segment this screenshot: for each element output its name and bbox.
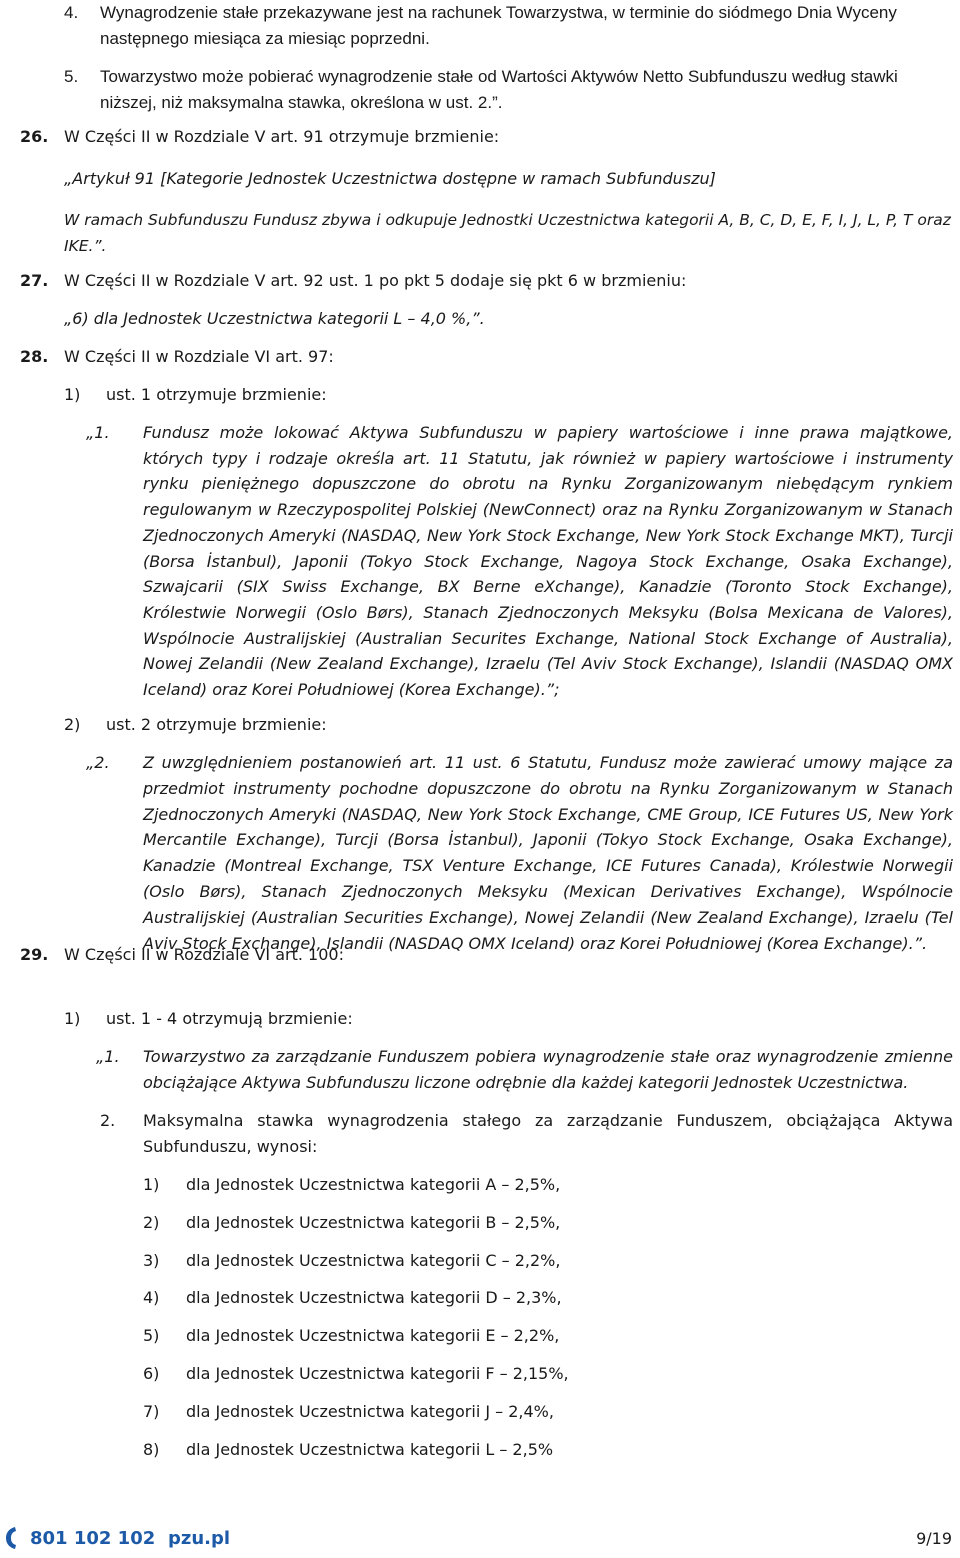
rate-number: 5) [143,1326,160,1345]
quoted-item: „6) dla Jednostek Uczestnictwa kategorii L – 4,0 %,”. [64,309,485,328]
rate-text: dla Jednostek Uczestnictwa kategorii C – 2,2%, [186,1251,561,1270]
quoted-number: „1. [96,1047,120,1066]
website-link[interactable]: pzu.pl [168,1528,231,1549]
rate-number: 4) [143,1288,160,1307]
section-heading: W Części II w Rozdziale V art. 91 otrzymuje brzmienie: [64,127,500,146]
rate-number: 6) [143,1364,160,1383]
section-number: 26. [20,127,49,146]
rate-number: 3) [143,1251,160,1270]
section-number: 29. [20,945,49,964]
phone-number[interactable]: 801 102 102 [30,1528,156,1549]
quoted-number: „2. [86,753,110,772]
rate-number: 7) [143,1402,160,1421]
quoted-paragraph: Fundusz może lokować Aktywa Subfunduszu w papiery wartościowe i inne prawa majątkowe, których typy i rodzaje określa art. 11 Statutu, jak również w papiery wartościowe i instrumenty rynku pieniężnego dopuszczone do obrotu na Rynku Zorganizowanym niebędącym rynkiem regulowanym w Rzeczypospolitej Polskiej (NewConnect) oraz na Rynku Zorganizowanym w Stanach Zjednoczonych Ameryki (NASDAQ, New York Stock Exchange, New York Stock Exchange MKT), Turcji (Borsa İstanbul), Japonii (Tokyo Stock Exchange, Nagoya Stock Exchange, Osaka Exchange), Szwajcarii (SIX Swiss Exchange, BX Berne eXchange), Kanadzie (Toronto Stock Exchange), Królestwie Norwegii (Oslo Børs), Stanach Zjednoczonych Meksyku (Bolsa Mexicana de Valores), Wspólnocie Australijskiej (Australian Securites Exchange, National Stock Exchange of Australia), Nowej Zelandii (New Zealand Exchange), Izraelu (Tel Aviv Stock Exchange), Islandii (NASDAQ OMX Iceland) oraz Korei Południowej (Korea Exchange).”; [143,423,953,700]
section-heading: W Części II w Rozdziale V art. 92 ust. 1 po pkt 5 dodaje się pkt 6 w brzmieniu: [64,271,687,290]
quoted-number: „1. [86,423,110,442]
item-text: Wynagrodzenie stałe przekazywane jest na rachunek Towarzystwa, w terminie do siódmego Dnia Wyceny następnego miesiąca za miesiąc poprzedni. [100,3,897,48]
article-body: W ramach Subfunduszu Fundusz zbywa i odkupuje Jednostki Uczestnictwa kategorii A, B, C, D, E, F, I, J, L, P, T oraz IKE.”. [64,211,951,255]
subpoint-number: 1) [64,1009,81,1028]
page-number: 9/19 [916,1529,952,1548]
rate-text: dla Jednostek Uczestnictwa kategorii F – 2,15%, [186,1364,569,1383]
item-number: 5. [64,67,79,86]
quoted-paragraph: Towarzystwo za zarządzanie Funduszem pobiera wynagrodzenie stałe oraz wynagrodzenie zmienne obciążające Aktywa Subfunduszu liczone odrębnie dla każdej kategorii Jednostek Uczestnictwa. [143,1047,953,1092]
subpoint-number: 2) [64,715,81,734]
rate-text: dla Jednostek Uczestnictwa kategorii B – 2,5%, [186,1213,561,1232]
rate-number: 8) [143,1440,160,1459]
article-title: „Artykuł 91 [Kategorie Jednostek Uczestnictwa dostępne w ramach Subfunduszu] [64,169,716,188]
subpoint-text: ust. 1 - 4 otrzymują brzmienie: [106,1009,353,1028]
quoted-paragraph: Z uwzględnieniem postanowień art. 11 ust. 6 Statutu, Fundusz może zawierać umowy mające za przedmiot instrumenty pochodne dopuszczone do obrotu na Rynku Zorganizowanym w Stanach Zjednoczonych Ameryki (NASDAQ, New York Stock Exchange, CME Group, ICE Futures US, New York Mercantile Exchange), Turcji (Borsa İstanbul), Japonii (Tokyo Stock Exchange, Osaka Exchange), Kanadzie (Montreal Exchange, TSX Venture Exchange, ICE Futures Canada), Królestwie Norwegii (Oslo Børs), Stanach Zjednoczonych Meksyku (Mexican Derivatives Exchange), Wspólnocie Australijskiej (Australian Securities Exchange), Nowej Zelandii (New Zealand Exchange), Izraelu (Tel Aviv Stock Exchange), Islandii (NASDAQ OMX Iceland) oraz Korei Południowej (Korea Exchange).”. [143,753,953,953]
section-heading: W Części II w Rozdziale VI art. 97: [64,347,334,366]
rate-number: 1) [143,1175,160,1194]
item-number: 4. [64,3,79,22]
phone-handset-icon [4,1525,18,1551]
rate-text: dla Jednostek Uczestnictwa kategorii L – 2,5% [186,1440,554,1459]
quoted-number: 2. [100,1111,116,1130]
section-number: 28. [20,347,49,366]
section-heading: W Części II w Rozdziale VI art. 100: [64,945,344,964]
subpoint-text: ust. 1 otrzymuje brzmienie: [106,385,327,404]
rate-text: dla Jednostek Uczestnictwa kategorii D – 2,3%, [186,1288,562,1307]
rate-number: 2) [143,1213,160,1232]
subpoint-text: ust. 2 otrzymuje brzmienie: [106,715,327,734]
page-footer [0,1520,960,1558]
rate-text: dla Jednostek Uczestnictwa kategorii A – 2,5%, [186,1175,561,1194]
rate-text: dla Jednostek Uczestnictwa kategorii J – 2,4%, [186,1402,554,1421]
rate-text: dla Jednostek Uczestnictwa kategorii E – 2,2%, [186,1326,560,1345]
item-text: Towarzystwo może pobierać wynagrodzenie stałe od Wartości Aktywów Netto Subfunduszu według stawki niższej, niż maksymalna stawka, określona w ust. 2.”. [100,67,898,112]
subpoint-number: 1) [64,385,81,404]
quoted-paragraph: Maksymalna stawka wynagrodzenia stałego za zarządzanie Funduszem, obciążająca Aktywa Subfunduszu, wynosi: [143,1111,953,1156]
section-number: 27. [20,271,49,290]
